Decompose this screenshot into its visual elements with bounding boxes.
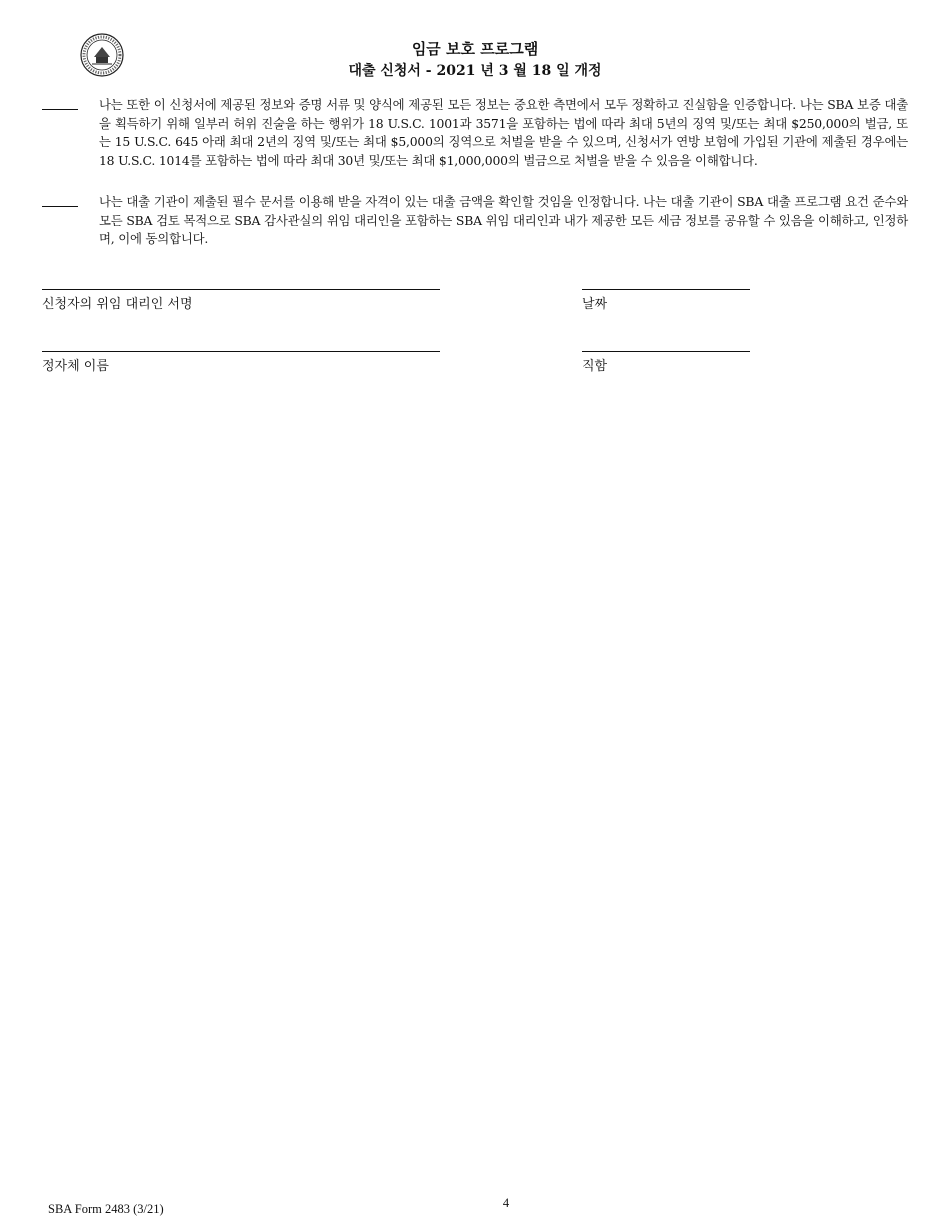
initial-blank[interactable] [42,206,78,207]
certification-item [42,96,908,170]
date-line[interactable] [582,289,750,290]
signature-label: 신청자의 위임 대리인 서명 [42,297,193,312]
document-title: 임금 보호 프로그램 [411,40,539,58]
certification-text: 나는 또한 이 신청서에 제공된 정보와 증명 서류 및 양식에 제공된 모든 정보는 중요한 측면에서 모두 정확하고 진실함을 인증합니다. 나는 SBA 보증 대출을 획득하기 위해 일부러 허위 진술을 하는 행위가 18 U.S.C. 1001과 3571을 포함하는 법에 따라 최대 5년의 징역 및/또는 최대 $250,000의 벌금, 또는 15 U.S.C. 645 아래 최대 2년의 징역 및/또는 최대 $5,000의 징역으로 처벌을 받을 수 있으며, 신청서가 연방 보험에 가입된 기관에 제출된 경우에는 18 U.S.C. 1014를 포함하는 법에 따라 최대 30년 및/또는 최대 $1,000,000의 벌금으로 처벌을 받을 수 있음을 이해합니다. [99,97,908,168]
document-subtitle: 대출 신청서 - 2021 년 3 월 18 일 개정 [348,63,602,79]
initial-blank[interactable] [42,109,78,110]
page-number: 4 [502,1196,510,1210]
signature-line[interactable] [42,289,440,290]
date-label: 날짜 [582,297,608,312]
certification-text: 나는 대출 기관이 제출된 필수 문서를 이용해 받을 자격이 있는 대출 금액을 확인할 것임을 인정합니다. 나는 대출 기관이 SBA 대출 프로그램 요건 준수와 모든 SBA 검토 목적으로 SBA 감사관실의 위임 대리인을 포함하는 SBA 위임 대리인과 내가 제공한 모든 세금 정보를 공유할 수 있음을 이해하고, 인정하며, 이에 동의합니다. [99,194,908,247]
title-label: 직함 [582,359,608,374]
title-line[interactable] [582,351,750,352]
printed-name-line[interactable] [42,351,440,352]
printed-name-label: 정자체 이름 [42,359,109,374]
certification-item [42,193,908,249]
form-identifier: SBA Form 2483 (3/21) [48,1202,164,1216]
